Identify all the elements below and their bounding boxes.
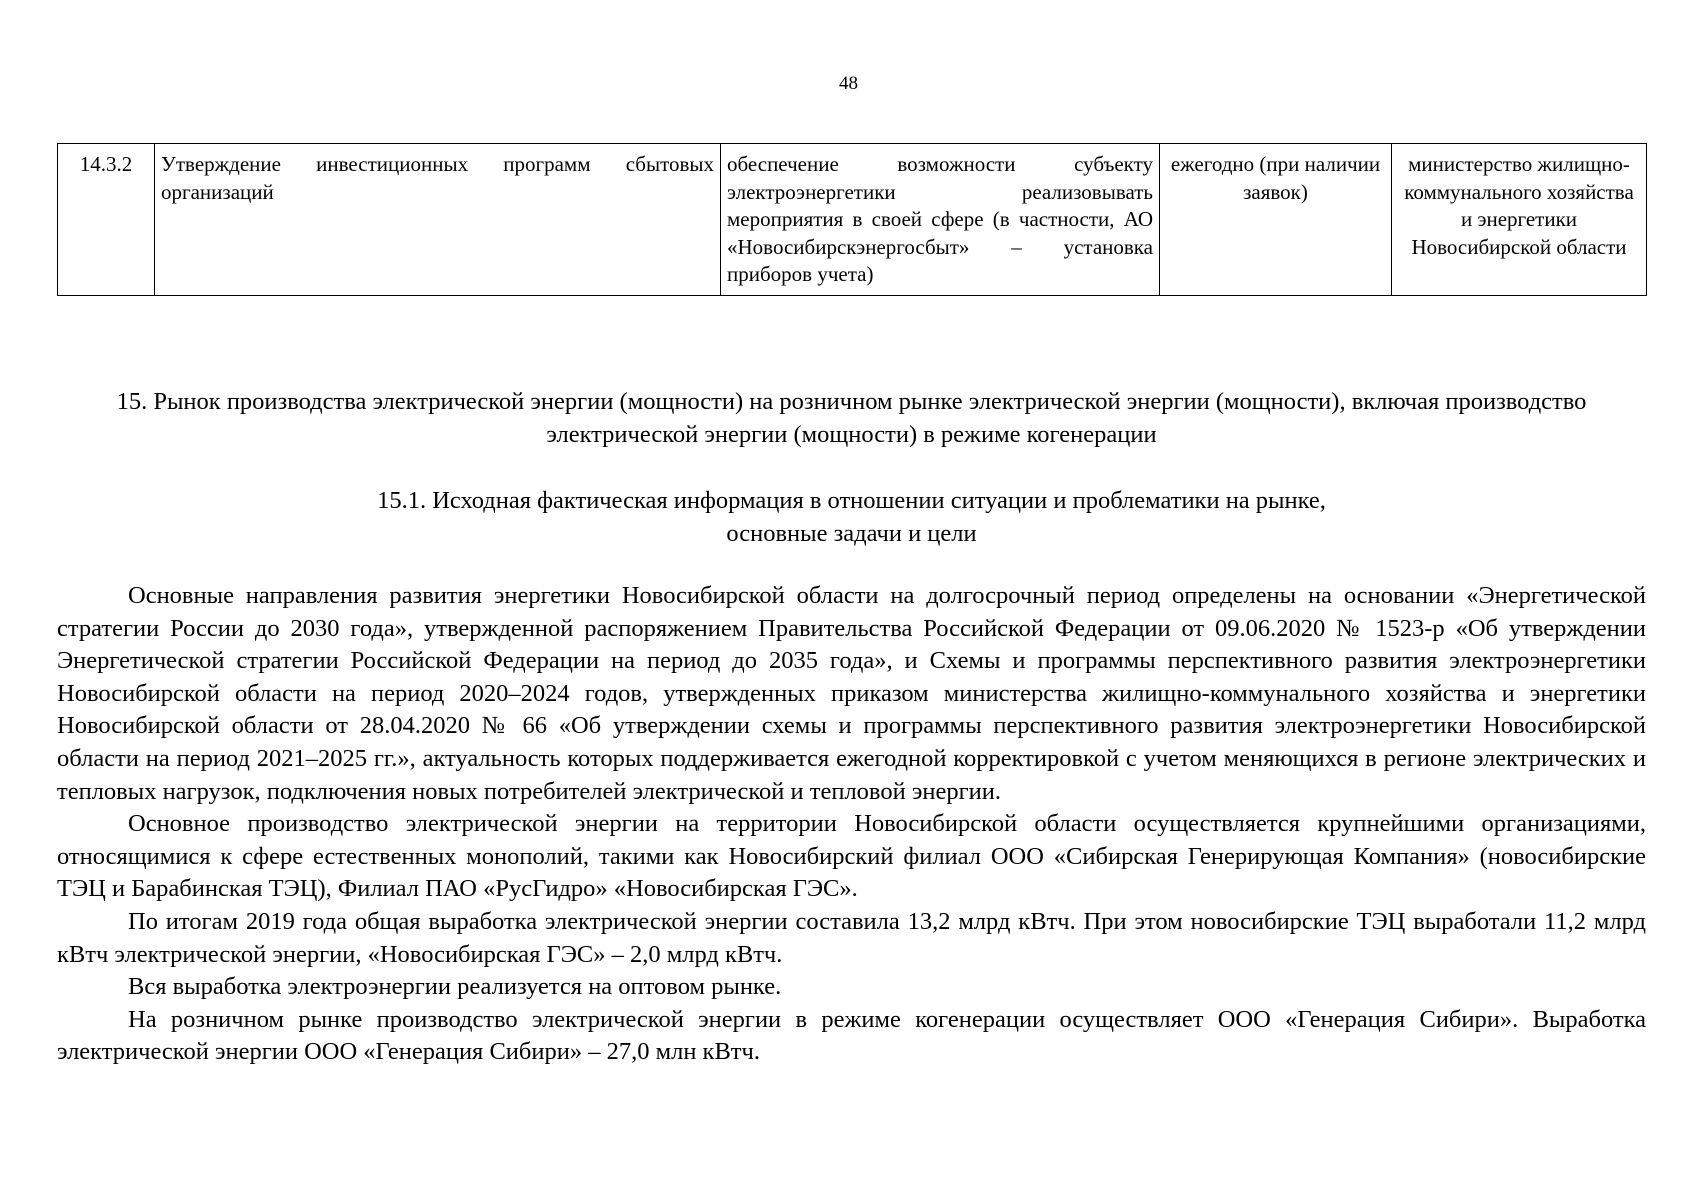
subsection-heading <box>57 484 1646 550</box>
paragraph: Вся выработка электроэнергии реализуется на оптовом рынке. <box>128 973 782 1001</box>
measure-term-cell: ежегодно (при наличии заявок) <box>1160 144 1392 296</box>
paragraph: Основные направления развития энергетики Новосибирской области на долгосрочный период определены на основании «Энергетической стратегии России до 2030 года», утвержденной распоряжением Правительства Российской Федерации от 09.06.2020 № 1523-р «Об утверждении Энергетической стратегии Российской Федерации на период до 2035 года», и Схемы и программы перспективного развития электроэнергетики Новосибирской области на период 2020–2024 годов, утвержденных приказом министерства жилищно-коммунального хозяйства и энергетики Новосибирской области от 28.04.2020 № 66 «Об утверждении схемы и программы перспективного развития электроэнергетики Новосибирской области на период 2021–2025 гг.», актуальность которых поддерживается ежегодной корректировкой с учетом меняющихся в регионе электрических и тепловых нагрузок, подключения новых потребителей электрической и тепловой энергии. <box>57 582 1646 805</box>
paragraph: На розничном рынке производство электрической энергии в режиме когенерации осуществляет ООО «Генерация Сибири». Выработка электрической энергии ООО «Генерация Сибири» – 27,0 млн кВтч. <box>57 1005 1646 1066</box>
table-row <box>58 144 1647 296</box>
section-heading: 15. Рынок производства электрической энергии (мощности) на розничном рынке электрической энергии (мощности), включая производство электрической энергии (мощности) в режиме когенерации <box>116 388 1587 448</box>
measure-number-cell: 14.3.2 <box>58 144 155 296</box>
subsection-heading-line-1: 15.1. Исходная фактическая информация в отношении ситуации и проблематики на рынке, <box>377 487 1326 514</box>
body-text <box>57 580 1646 1069</box>
page-number: 48 <box>839 73 858 94</box>
paragraph: По итогам 2019 года общая выработка электрической энергии составила 13,2 млрд кВтч. При этом новосибирские ТЭЦ выработали 11,2 млрд кВтч электрической энергии, «Новосибирская ГЭС» – 2,0 млрд кВтч. <box>57 907 1646 968</box>
measure-result-cell: обеспечение возможности субъекту электроэнергетики реализовывать мероприятия в своей сфере (в частности, АО «Новосибирскэнергосбыт» – установка приборов учета) <box>721 144 1160 296</box>
measure-name-cell: Утверждение инвестиционных программ сбытовых организаций <box>155 144 721 296</box>
measures-table <box>57 143 1647 296</box>
measure-responsible-cell: министерство жилищно-коммунального хозяйства и энергетики Новосибирской области <box>1392 144 1647 296</box>
paragraph: Основное производство электрической энергии на территории Новосибирской области осуществляется крупнейшими организациями, относящимися к сфере естественных монополий, такими как Новосибирский филиал ООО «Сибирская Генерирующая Компания» (новосибирские ТЭЦ и Барабинская ТЭЦ), Филиал ПАО «РусГидро» «Новосибирская ГЭС». <box>57 810 1646 903</box>
subsection-heading-line-2: основные задачи и цели <box>726 520 977 547</box>
